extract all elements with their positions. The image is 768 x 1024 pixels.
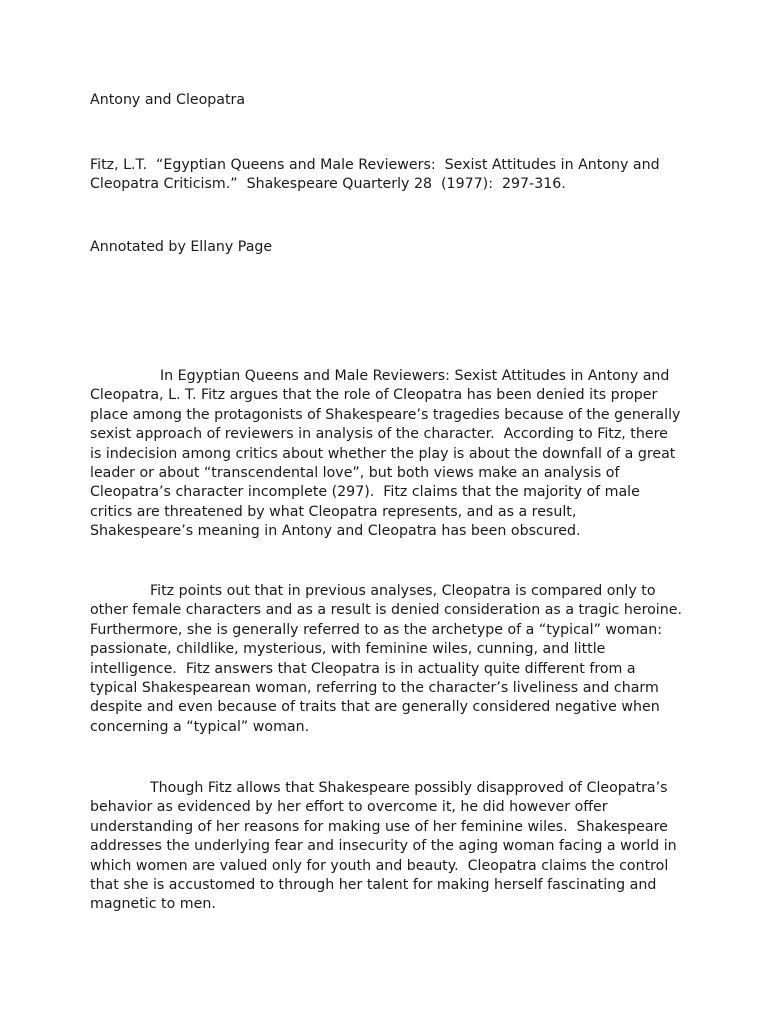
paragraph-2: Fitz points out that in previous analyses, Cleopatra is compared only to other female characters and as a result is denied consideration as a tragic heroine. Furthermore, she is generally referred to as the archetype of a “typical” woman: passionate, childlike, mysterious, with feminine wiles, cunning, and little intelligence. Fitz answers that Cleopatra is in actuality quite different from a typical Shakespearean woman, referring to the character’s liveliness and charm despite and even because of traits that are generally considered negative when concerning a “typical” woman. [90, 583, 691, 735]
citation: Fitz, L.T. “Egyptian Queens and Male Reviewers: Sexist Attitudes in Antony and Cleopatra Criticism.” Shakespeare Quarterly 28 (1977): 297-316. [90, 157, 665, 193]
paragraph-3: Though Fitz allows that Shakespeare possibly disapproved of Cleopatra’s behavior as evidenced by her effort to overcome it, he did however offer understanding of her reasons for making use of her feminine wiles. Shakespeare addresses the underlying fear and insecurity of the aging woman facing a world in which women are valued only for youth and beauty. Cleopatra claims the control that she is accustomed to through her talent for making herself fascinating and magnetic to men. [90, 780, 682, 913]
document-title: Antony and Cleopatra [90, 92, 246, 108]
paragraph-1: In Egyptian Queens and Male Reviewers: Sexist Attitudes in Antony and Cleopatra, L. T. Fitz argues that the role of Cleopatra has been denied its proper place among the protagonists of Shakespeare’s tragedies because of the generally sexist approach of reviewers in analysis of the character. According to Fitz, there is indecision among critics about whether the play is about the downfall of a great leader or about “transcendental love”, but both views make an analysis of Cleopatra’s character incomplete (297). Fitz claims that the majority of male critics are threatened by what Cleopatra represents, and as a result, Shakespeare’s meaning in Antony and Cleopatra has been obscured. [90, 368, 685, 540]
annotator-line: Annotated by Ellany Page [90, 239, 273, 255]
